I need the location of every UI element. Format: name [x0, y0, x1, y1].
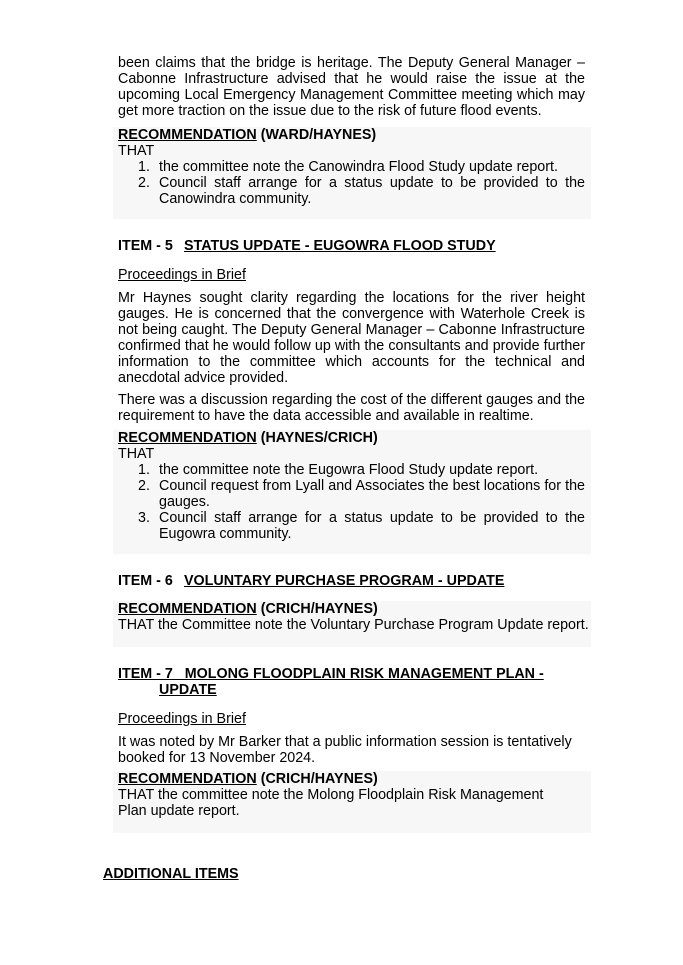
recommendation-heading: RECOMMENDATION (CRICH/HAYNES) — [118, 771, 378, 787]
recommendation-list — [118, 159, 585, 207]
item-6-heading: ITEM - 6 VOLUNTARY PURCHASE PROGRAM - UPDATE — [118, 573, 505, 589]
item-7-heading: ITEM - 7 MOLONG FLOODPLAIN RISK MANAGEMENT PLAN - UPDATE — [118, 666, 544, 698]
recommendation-heading: RECOMMENDATION (WARD/HAYNES) — [118, 127, 377, 143]
proceedings-in-brief-heading: Proceedings in Brief — [118, 711, 246, 727]
additional-items-heading: ADDITIONAL ITEMS — [103, 866, 239, 882]
item-5-heading: ITEM - 5 STATUS UPDATE - EUGOWRA FLOOD STUDY — [118, 238, 496, 254]
recommendation-box-3 — [113, 601, 591, 647]
recommendation-list — [118, 462, 585, 542]
recommendation-item: 3. Council staff arrange for a status update to be provided to the Eugowra community. — [138, 510, 585, 542]
recommendation-text: THAT the committee note the Molong Floodplain Risk Management Plan update report. — [118, 787, 544, 819]
recommendation-item: 1. the committee note the Canowindra Flood Study update report. — [138, 159, 558, 175]
recommendation-item: 2. Council staff arrange for a status update to be provided to the Canowindra community. — [138, 175, 585, 207]
recommendation-heading: RECOMMENDATION (HAYNES/CRICH) — [118, 430, 378, 446]
recommendation-item: 2. Council request from Lyall and Associates the best locations for the gauges. — [138, 478, 585, 510]
recommendation-that: THAT — [118, 446, 155, 462]
proceedings-in-brief-heading: Proceedings in Brief — [118, 267, 246, 283]
recommendation-box-4 — [113, 771, 591, 833]
item-5-paragraph-2: There was a discussion regarding the cost of the different gauges and the requirement to have the data accessible and available in realtime. — [118, 392, 585, 424]
intro-paragraph: been claims that the bridge is heritage. The Deputy General Manager – Cabonne Infrastructure advised that he would raise the issue at the upcoming Local Emergency Management Committee meeting which may get more traction on the issue due to the risk of future flood events. — [118, 55, 585, 119]
item-5-paragraph-1: Mr Haynes sought clarity regarding the locations for the river height gauges. He is concerned that the convergence with Waterhole Creek is not being caught. The Deputy General Manager – Cabonne Infrastructure confirmed that he would follow up with the consultants and provide further information to the committee which accounts for the technical and anecdotal advice provided. — [118, 290, 585, 386]
recommendation-box-1 — [113, 127, 591, 219]
recommendation-text: THAT the Committee note the Voluntary Purchase Program Update report. — [118, 617, 589, 633]
recommendation-box-2 — [113, 430, 591, 554]
recommendation-that: THAT — [118, 143, 155, 159]
recommendation-heading: RECOMMENDATION (CRICH/HAYNES) — [118, 601, 378, 617]
item-7-paragraph-1: It was noted by Mr Barker that a public information session is tentatively booked for 13 November 2024. — [118, 734, 572, 766]
recommendation-item: 1. the committee note the Eugowra Flood Study update report. — [138, 462, 539, 478]
